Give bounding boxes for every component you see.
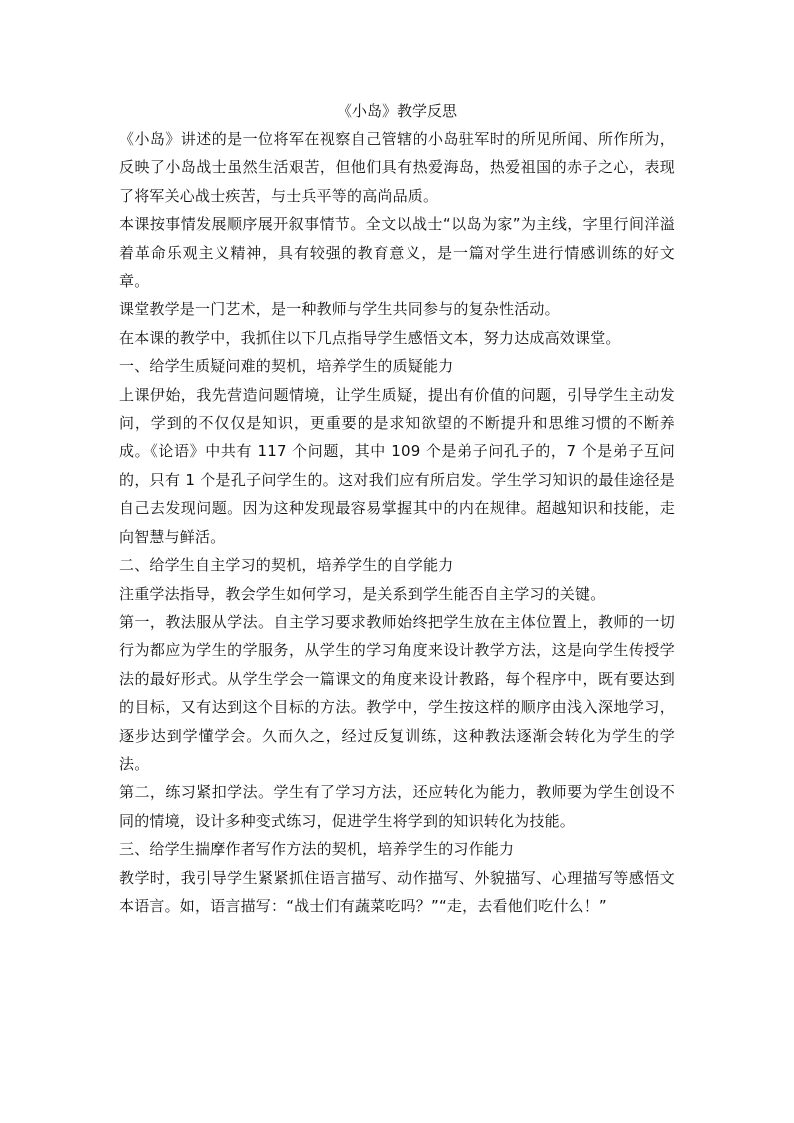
paragraph-approach: 在本课的教学中，我抓住以下几点指导学生感悟文本，努力达成高效课堂。: [119, 328, 621, 347]
paragraph-second-point: 第二，练习紧扣学法。学生有了学习方法，还应转化为能力，教师要为学生创设不同的情境，设计多种变式练习，促进学生将学到的知识转化为技能。: [119, 783, 675, 830]
document-title: 《小岛》教学反思: [336, 102, 457, 120]
paragraph-writing-methods: 教学时，我引导学生紧紧抓住语言描写、动作描写、外貌描写、心理描写等感悟文本语言。如，语言描写：“战士们有蔬菜吃吗？”“走，去看他们吃什么！”: [119, 868, 675, 915]
paragraph-questioning: 上课伊始，我先营造问题情境，让学生质疑，提出有价值的问题，引导学生主动发问，学到的不仅仅是知识，更重要的是求知欲望的不断提升和思维习惯的不断养成。《论语》中共有 117 个问题，其中 109 个是弟子问孔子的，7 个是弟子互问的，只有 1 个是孔子问学生的。这对我们应有所启发。学生学习知识的最佳途径是自己去发现问题。因为这种发现最容易掌握其中的内在规律。超越知识和技能，走向智慧与鲜活。: [119, 385, 675, 546]
paragraph-first-point: 第一，教法服从学法。自主学习要求教师始终把学生放在主体位置上，教师的一切行为都应为学生的学服务，从学生的学习角度来设计教学方法，这是向学生传授学法的最好形式。从学生学会一篇课文的角度来设计教路，每个程序中，既有要达到的目标，又有达到这个目标的方法。教学中，学生按这样的顺序由浅入深地学习，逐步达到学懂学会。久而久之，经过反复训练，这种教法逐渐会转化为学生的学法。: [119, 612, 675, 773]
paragraph-art: 课堂教学是一门艺术，是一种教师与学生共同参与的复杂性活动。: [119, 300, 560, 319]
section-heading-3: 三、给学生揣摩作者写作方法的契机，培养学生的习作能力: [119, 840, 515, 859]
paragraph-method-guidance: 注重学法指导，教会学生如何学习，是关系到学生能否自主学习的关键。: [119, 584, 606, 603]
section-heading-1: 一、给学生质疑问难的契机，培养学生的质疑能力: [119, 357, 454, 376]
paragraph-structure: 本课按事情发展顺序展开叙事情节。全文以战士“以岛为家”为主线，字里行间洋溢着革命乐观主义精神，具有较强的教育意义，是一篇对学生进行情感训练的好文章。: [119, 215, 675, 291]
paragraph-intro: 《小岛》讲述的是一位将军在视察自己管辖的小岛驻军时的所见所闻、所作所为，反映了小岛战士虽然生活艰苦，但他们具有热爱海岛，热爱祖国的赤子之心，表现了将军关心战士疾苦，与士兵平等的高尚品质。: [119, 130, 675, 205]
section-heading-2: 二、给学生自主学习的契机，培养学生的自学能力: [119, 556, 454, 575]
